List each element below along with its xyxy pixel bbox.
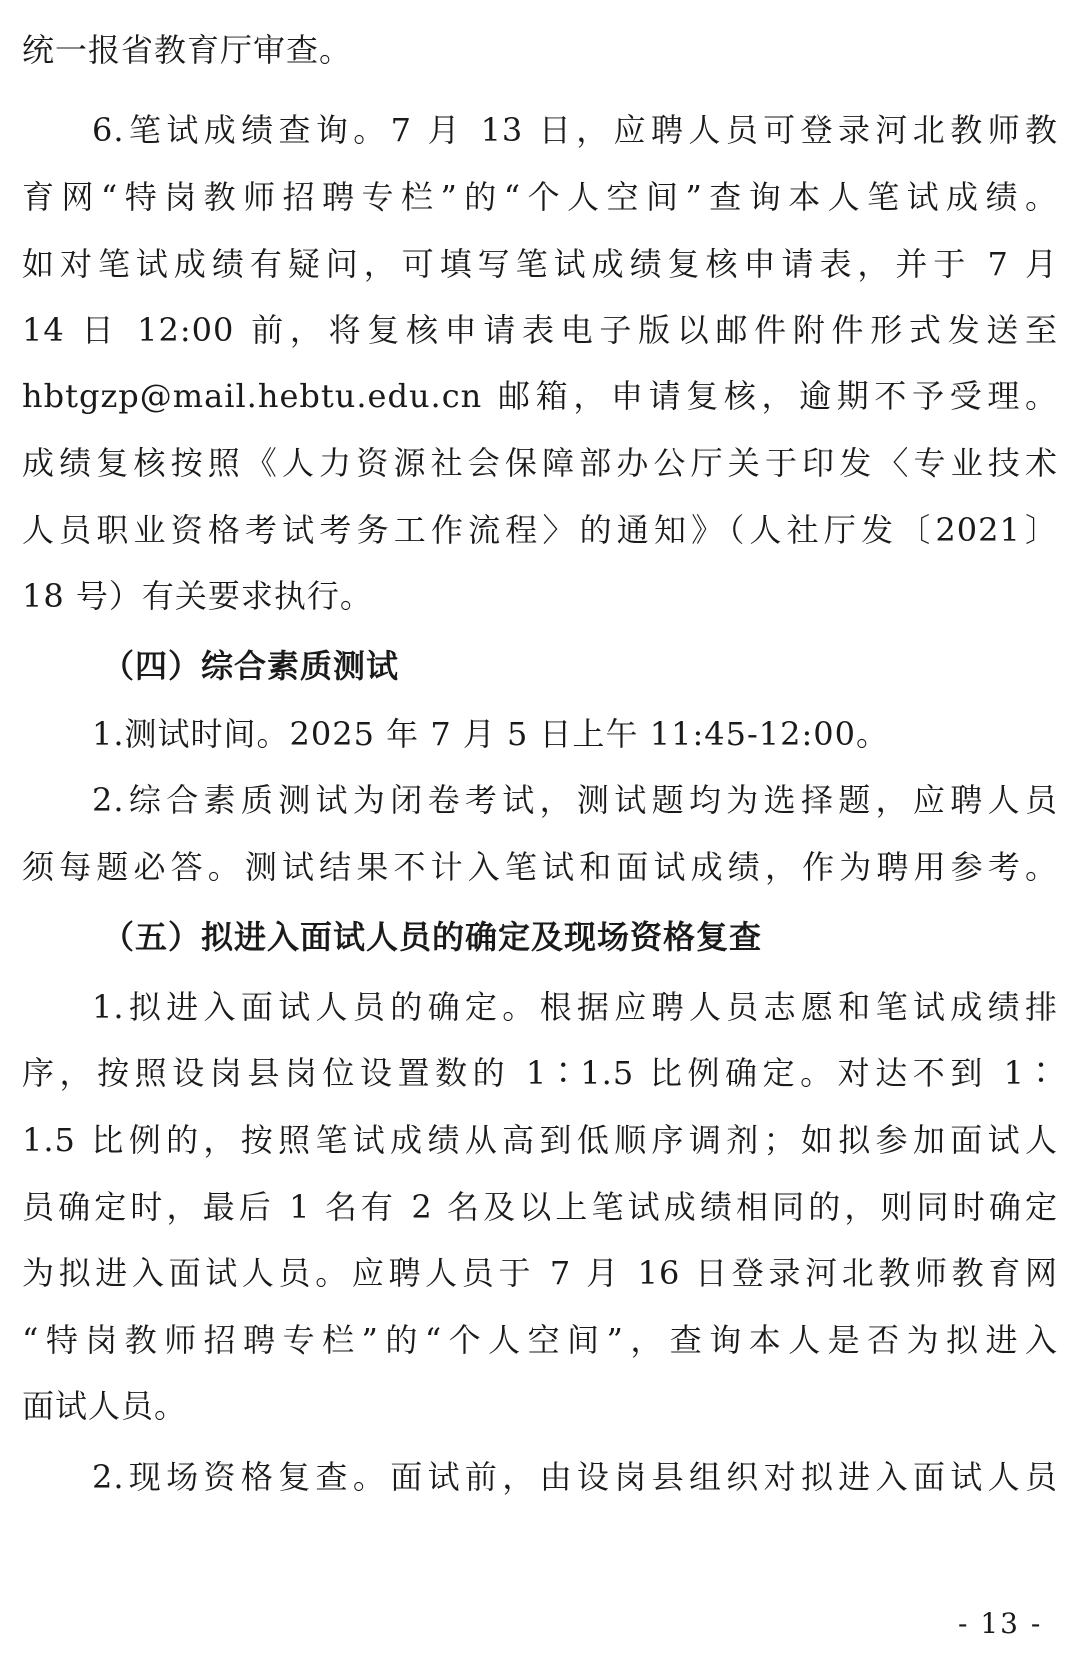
body-text-line: 18 号）有关要求执行。 [22,577,373,615]
body-text-line: 面试人员。 [22,1387,188,1425]
body-text-line: 员确定时，最后 1 名有 2 名及以上笔试成绩相同的，则同时确定 [22,1188,1058,1226]
body-text-line: 1.5 比例的，按照笔试成绩从高到低顺序调剂；如拟参加面试人 [22,1121,1058,1159]
body-text-line: 14 日 12:00 前，将复核申请表电子版以邮件附件形式发送至 [22,311,1058,349]
body-text-line: 1.测试时间。2025 年 7 月 5 日上午 11:45-12:00。 [92,715,889,753]
body-text-line: hbtgzp@mail.hebtu.edu.cn 邮箱，申请复核，逾期不予受理。 [22,377,1058,415]
body-text-line: 如对笔试成绩有疑问，可填写笔试成绩复核申请表，并于 7 月 [22,245,1058,283]
body-text-line: 序，按照设岗县岗位设置数的 1∶1.5 比例确定。对达不到 1∶ [22,1054,1058,1092]
body-text-line: 6.笔试成绩查询。7 月 13 日，应聘人员可登录河北教师教 [92,111,1058,149]
section-heading: （五）拟进入面试人员的确定及现场资格复查 [102,918,763,956]
body-text-line: 2.现场资格复查。面试前，由设岗县组织对拟进入面试人员 [92,1458,1058,1496]
body-text-line: 统一报省教育厅审查。 [22,31,353,69]
body-text-line: “特岗教师招聘专栏”的“个人空间”，查询本人是否为拟进入 [22,1321,1058,1359]
body-text-line: 为拟进入面试人员。应聘人员于 7 月 16 日登录河北教师教育网 [22,1254,1058,1292]
body-text-line: 育网“特岗教师招聘专栏”的“个人空间”查询本人笔试成绩。 [22,178,1058,216]
body-text-line: 成绩复核按照《人力资源社会保障部办公厅关于印发〈专业技术 [22,444,1058,482]
body-text-line: 1.拟进入面试人员的确定。根据应聘人员志愿和笔试成绩排 [92,988,1058,1026]
section-heading: （四）综合素质测试 [102,647,400,685]
body-text-line: 2.综合素质测试为闭卷考试，测试题均为选择题，应聘人员 [92,781,1058,819]
body-text-line: 人员职业资格考试考务工作流程〉的通知》（人社厅发〔2021〕 [22,511,1058,549]
page-number: - 13 - [958,1607,1043,1640]
body-text-line: 须每题必答。测试结果不计入笔试和面试成绩，作为聘用参考。 [22,848,1058,886]
